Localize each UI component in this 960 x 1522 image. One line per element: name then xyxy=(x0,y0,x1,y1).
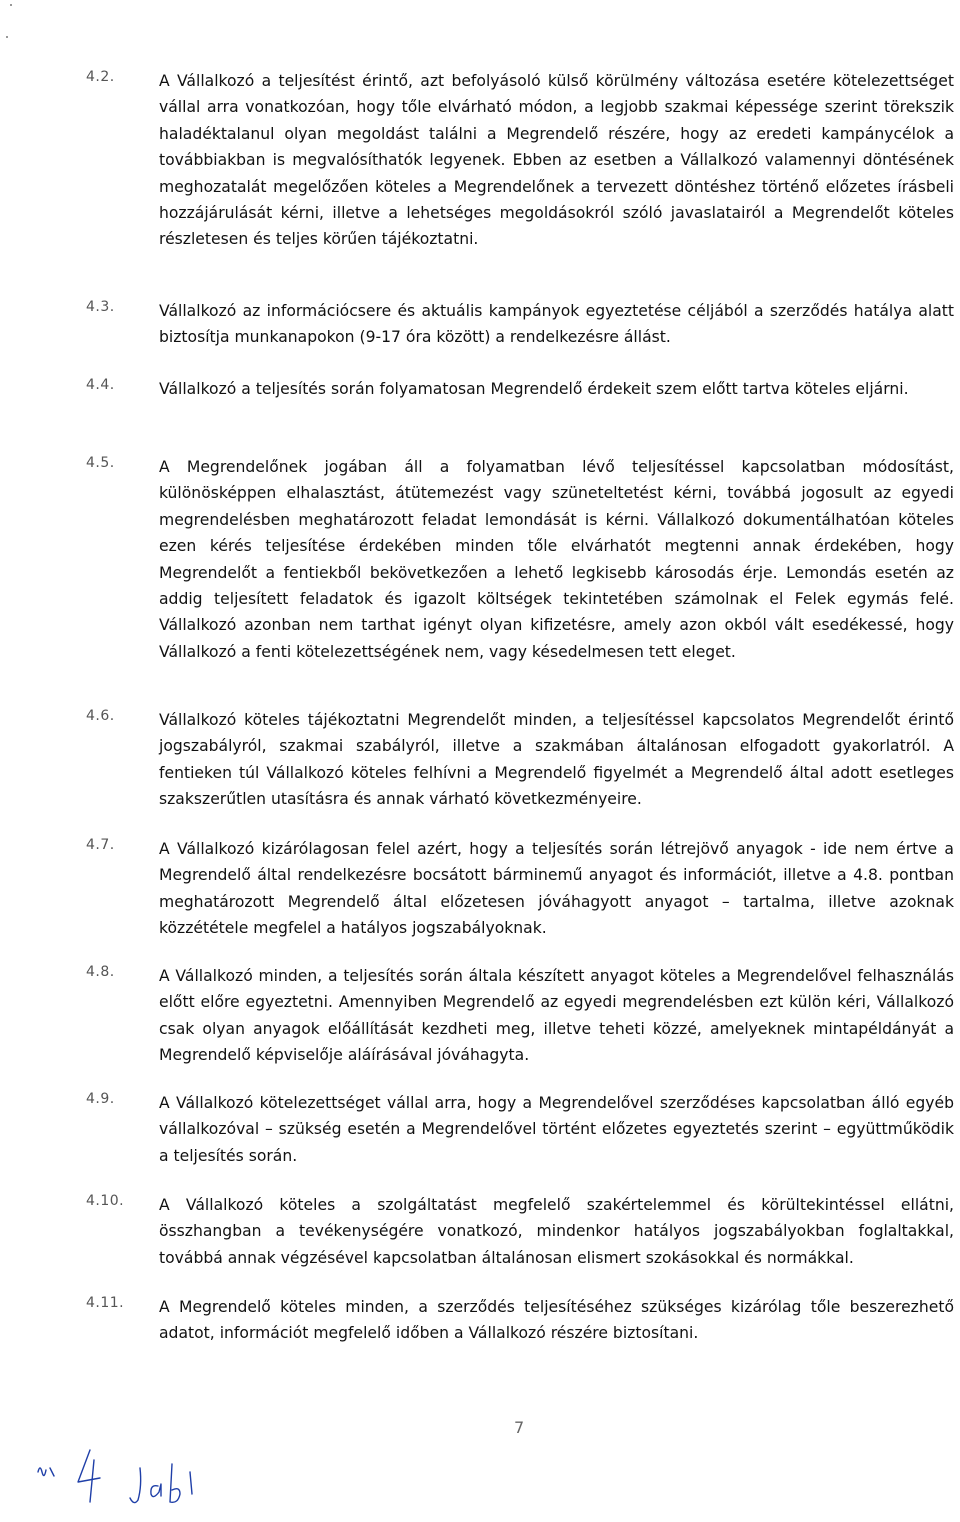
clause-number: 4.7. xyxy=(86,837,115,853)
clause-number: 4.11. xyxy=(86,1295,125,1311)
clause-number: 4.10. xyxy=(86,1193,125,1209)
clause-text: A Vállalkozó kötelezettséget vállal arra, hogy a Megrendelővel szerződéses kapcsolatban álló egyéb vállalkozóval – szükség esetén a Megrendelővel történt előzetes egyeztetés szerint – együttműködik a teljesítés során. xyxy=(159,1094,954,1165)
clause-text: A Vállalkozó kizárólagosan felel azért, hogy a teljesítés során létrejövő anyagok - ide nem értve a Megrendelő által rendelkezésre bocsátott bárminemű anyagot és információt, illetve a 4.8. pontban meghatározott Megrendelő által előzetesen jóváhagyott anyagot – tartalma, illetve azoknak közzététele megfelel a hatályos jogszabályoknak. xyxy=(159,840,954,938)
clause-text: A Vállalkozó a teljesítést érintő, azt befolyásoló külső körülmény változása esetére kötelezettséget vállal arra vonatkozóan, hogy tőle elvárható módon, a legjobb szakmai képessége szerint törekszik haladéktalanul olyan megoldást találni a Megrendelő részére, hogy az eredeti kampánycélok a továbbiakban is megvalósíthatók legyenek. Ebben az esetben a Vállalkozó valamennyi döntésének meghozatalát megelőzően köteles a Megrendelőnek a tervezett döntéshez történő előzetes írásbeli hozzájárulását kérni, illetve a lehetséges megoldásokról szóló javaslatairól a Megrendelőt köteles részletesen és teljes körűen tájékoztatni. xyxy=(159,72,954,249)
clause-number: 4.8. xyxy=(86,964,115,980)
handwritten-initials-signature xyxy=(20,1420,240,1520)
clause-text: Vállalkozó köteles tájékoztatni Megrendelőt minden, a teljesítéssel kapcsolatos Megrendelőt érintő jogszabályról, szakmai szabályról, illetve a szakmában általánosan elfogadott gyakorlatról. A fentieken túl Vállalkozó köteles felhívni a Megrendelő figyelmét a Megrendelő által adott esetleges szakszerűtlen utasításra és annak várható következményeire. xyxy=(159,711,954,809)
clause-number: 4.5. xyxy=(86,455,115,471)
scan-dot xyxy=(10,4,12,6)
clause-number: 4.3. xyxy=(86,299,115,315)
clause-number: 4.9. xyxy=(86,1091,115,1107)
page-number: 7 xyxy=(514,1418,525,1437)
clause-text: Vállalkozó az információcsere és aktuális kampányok egyeztetése céljából a szerződés hatálya alatt biztosítja munkanapokon (9-17 óra között) a rendelkezésre állást. xyxy=(159,302,954,347)
clause-number: 4.2. xyxy=(86,69,115,85)
clause-text: Vállalkozó a teljesítés során folyamatosan Megrendelő érdekeit szem előtt tartva köteles eljárni. xyxy=(159,380,909,398)
scan-dot xyxy=(6,36,8,38)
clause-text: A Vállalkozó minden, a teljesítés során általa készített anyagot köteles a Megrendelővel felhasználás előtt előre egyeztetni. Amennyiben Megrendelő az egyedi megrendelésben ezt külön kéri, Vállalkozó csak olyan anyagok előállítását kezdheti meg, illetve teheti közzé, amelyeknek mintapéldányát a Megrendelő képviselője aláírásával jóváhagyta. xyxy=(159,967,954,1065)
clause-number: 4.6. xyxy=(86,708,115,724)
clause-number: 4.4. xyxy=(86,377,115,393)
clause-text: A Vállalkozó köteles a szolgáltatást megfelelő szakértelemmel és körültekintéssel ellátni, összhangban a tevékenységére vonatkozó, mindenkor hatályos jogszabályokban foglaltakkal, továbbá annak végzésével kapcsolatban általánosan elismert szokásokkal és normákkal. xyxy=(159,1196,954,1267)
clause-text: A Megrendelő köteles minden, a szerződés teljesítéséhez szükséges kizárólag tőle beszerezhető adatot, információt megfelelő időben a Vállalkozó részére biztosítani. xyxy=(159,1298,954,1343)
clause-text: A Megrendelőnek jogában áll a folyamatban lévő teljesítéssel kapcsolatban módosítást, különösképpen elhalasztást, átütemezést vagy szüneteltetést kérni, továbbá jogosult az egyedi megrendelésben meghatározott feladat lemondását is kérni. Vállalkozó dokumentálhatóan köteles ezen kérés teljesítése érdekében minden tőle elvárhatót megtenni annak érdekében, hogy Megrendelőt a fentiekből bekövetkezően a lehető legkisebb károsodás érje. Lemondás esetén az addig teljesített feladatok és igazolt költségek tekintetében számolnak el Felek egymás felé. Vállalkozó azonban nem tarthat igényt olyan kifizetésre, amely azon okból vált esedékessé, hogy Vállalkozó a fenti kötelezettségének nem, vagy késedelmesen tett eleget. xyxy=(159,458,954,661)
